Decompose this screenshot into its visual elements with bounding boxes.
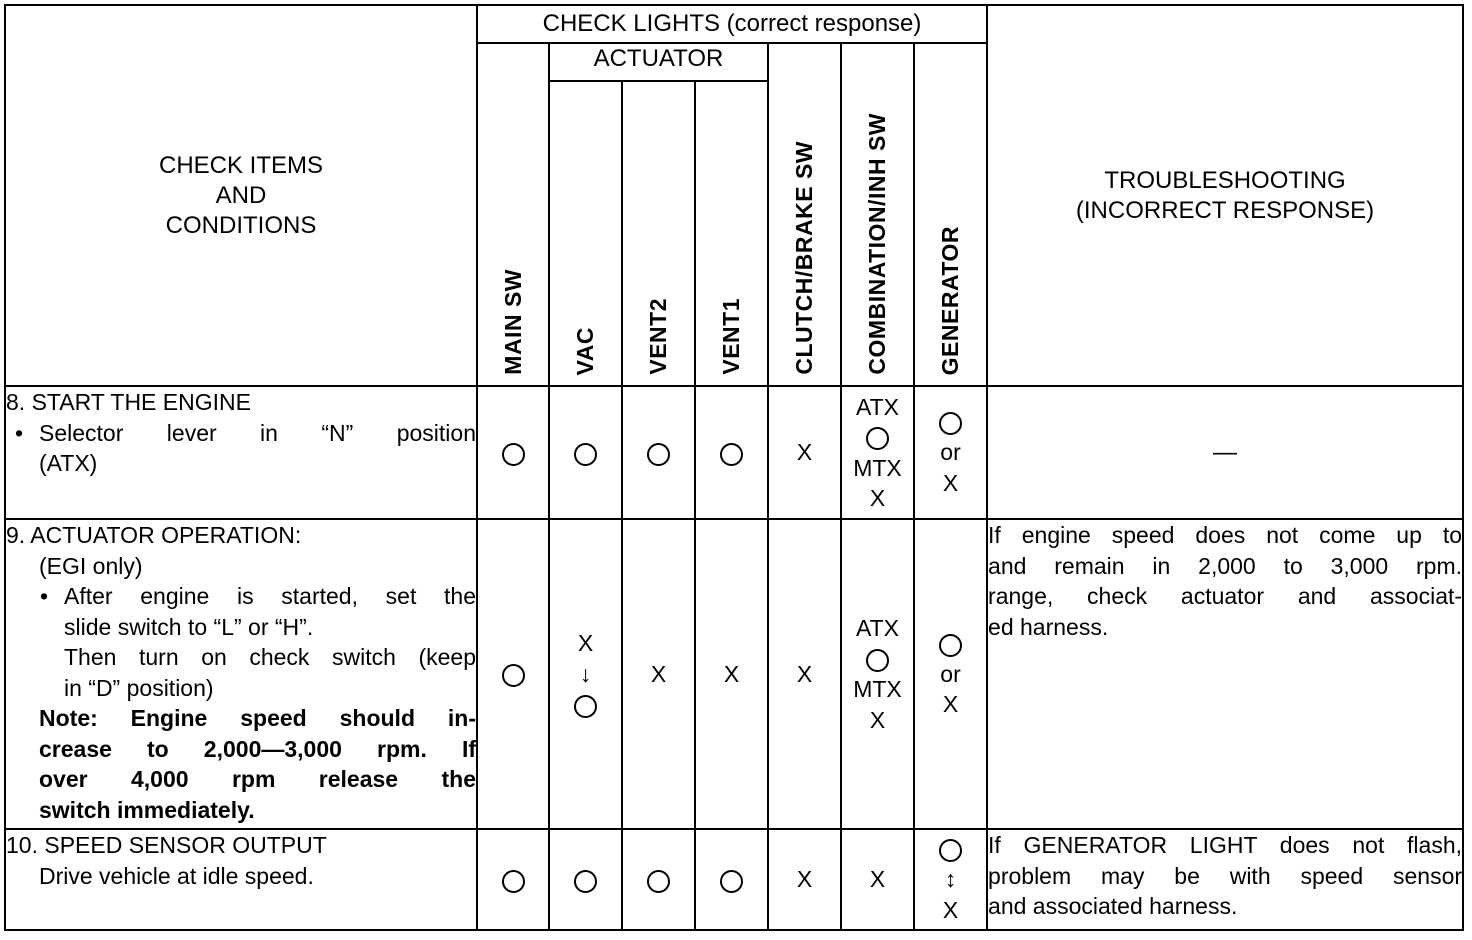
vac-label: VAC	[572, 326, 598, 375]
check-item-line: in “D” position)	[64, 674, 214, 701]
check-item-title: 10. SPEED SENSOR OUTPUT	[6, 832, 327, 858]
note-line: over 4,000 rpm release the	[39, 766, 476, 792]
table-row	[5, 386, 1463, 519]
mark-vent1	[695, 829, 768, 930]
circle-icon	[939, 634, 962, 657]
circle-icon	[574, 870, 597, 893]
trouble-line: range, check actuator and associat-	[988, 583, 1463, 609]
circle-icon	[502, 870, 525, 893]
circle-icon	[502, 443, 525, 466]
check-lights-header: CHECK LIGHTS (correct response)	[477, 5, 987, 43]
combination-inh-sw-header	[841, 43, 914, 386]
circle-icon-wrap	[915, 834, 986, 865]
trouble-line: ed harness.	[988, 613, 1109, 640]
check-items-header	[5, 5, 477, 386]
or-label: or	[940, 439, 961, 466]
arrow-down-icon: ↓	[579, 660, 592, 687]
trouble-cell: —	[987, 386, 1463, 519]
check-item-cell	[5, 829, 477, 930]
trouble-line: If GENERATOR LIGHT does not flash,	[988, 832, 1463, 858]
mark-vac	[549, 386, 622, 519]
mtx-label: MTX	[853, 676, 902, 702]
atx-label: ATX	[855, 615, 900, 641]
check-items-header-line-2: AND	[215, 181, 267, 209]
vent2-header	[622, 81, 695, 386]
x-mark: X	[577, 630, 594, 657]
note-line: Note: Engine speed should in-	[39, 705, 476, 731]
circle-icon	[502, 664, 525, 687]
vent1-header	[695, 81, 768, 386]
clutch-brake-sw-header	[768, 43, 841, 386]
arrow-up-down-icon: ↕	[944, 866, 957, 893]
mark-combination	[841, 386, 914, 519]
mark-vent2	[622, 386, 695, 519]
vent2-label: VENT2	[645, 298, 671, 375]
check-item-cell	[5, 386, 477, 519]
check-item-line: (ATX)	[39, 450, 98, 476]
mtx-label: MTX	[853, 454, 902, 481]
mark-clutch: X	[768, 829, 841, 930]
circle-icon	[866, 427, 889, 450]
mark-vac	[549, 829, 622, 930]
table-row	[5, 519, 1463, 829]
mark-main-sw	[477, 829, 549, 930]
bullet-icon: •	[15, 419, 24, 446]
vent1-label: VENT1	[718, 298, 744, 375]
circle-icon	[647, 870, 670, 893]
troubleshooting-header-line-1: TROUBLESHOOTING	[1104, 166, 1346, 194]
table-row	[5, 829, 1463, 930]
check-table	[4, 4, 1464, 931]
check-item-cell	[5, 519, 477, 829]
mark-combination: X	[841, 829, 914, 930]
mark-vent2: X	[622, 519, 695, 829]
bullet-icon: •	[40, 583, 49, 609]
check-item-line: slide switch to “L” or “H”.	[64, 613, 314, 640]
mark-main-sw	[477, 386, 549, 519]
mark-vent1: X	[695, 519, 768, 829]
mark-generator	[914, 519, 987, 829]
vac-header	[549, 81, 622, 386]
mark-vac	[549, 519, 622, 829]
circle-icon-wrap	[842, 644, 913, 675]
circle-icon	[720, 443, 743, 466]
x-mark: X	[942, 469, 959, 496]
circle-icon	[574, 443, 597, 466]
mark-clutch: X	[768, 386, 841, 519]
mark-clutch: X	[768, 519, 841, 829]
circle-icon-wrap	[915, 628, 986, 659]
check-item-line: Then turn on check switch (keep	[64, 644, 476, 670]
circle-icon-wrap	[842, 422, 913, 453]
check-table-sheet	[4, 4, 1462, 929]
combination-inh-sw-label: COMBINATION/INH SW	[864, 113, 890, 375]
circle-icon-wrap	[915, 407, 986, 438]
main-sw-header	[477, 43, 549, 386]
circle-icon	[647, 443, 670, 466]
trouble-cell	[987, 519, 1463, 829]
circle-icon	[939, 412, 962, 435]
circle-icon-wrap	[550, 689, 621, 720]
actuator-header: ACTUATOR	[549, 43, 768, 81]
mark-main-sw	[477, 519, 549, 829]
circle-icon	[939, 839, 962, 862]
trouble-cell	[987, 829, 1463, 930]
mark-vent2	[622, 829, 695, 930]
generator-header	[914, 43, 987, 386]
generator-label: GENERATOR	[937, 225, 964, 375]
note-line: switch immediately.	[39, 796, 255, 823]
x-mark: X	[869, 706, 886, 733]
mark-combination	[841, 519, 914, 829]
check-item-line: Drive vehicle at idle speed.	[39, 862, 314, 889]
mark-generator	[914, 829, 987, 930]
trouble-line: If engine speed does not come up to	[988, 522, 1463, 548]
or-label: or	[940, 660, 961, 687]
check-item-title: 9. ACTUATOR OPERATION:	[6, 522, 302, 548]
circle-icon	[720, 870, 743, 893]
clutch-brake-sw-label: CLUTCH/BRAKE SW	[791, 141, 817, 375]
check-item-line: • After engine is started, set the	[6, 581, 476, 612]
circle-icon	[574, 695, 597, 718]
main-sw-label: MAIN SW	[499, 269, 526, 375]
note-line: crease to 2,000—3,000 rpm. If	[39, 735, 476, 762]
mark-generator	[914, 386, 987, 519]
check-item-title: 8. START THE ENGINE	[6, 389, 251, 415]
mark-vent1	[695, 386, 768, 519]
trouble-line: problem may be with speed sensor	[988, 862, 1463, 889]
check-items-header-line-1: CHECK ITEMS	[158, 151, 323, 179]
atx-label: ATX	[855, 393, 900, 420]
check-items-header-line-3: CONDITIONS	[165, 211, 317, 239]
troubleshooting-header-line-2: (INCORRECT RESPONSE)	[1075, 196, 1375, 224]
troubleshooting-header	[987, 5, 1463, 386]
x-mark: X	[942, 691, 959, 718]
circle-icon	[866, 649, 889, 672]
trouble-line: and associated harness.	[988, 893, 1238, 919]
x-mark: X	[942, 896, 959, 923]
trouble-line: and remain in 2,000 to 3,000 rpm.	[988, 552, 1463, 579]
x-mark: X	[869, 485, 886, 511]
check-item-line: • Selector lever in “N” position	[6, 418, 476, 449]
check-item-line: (EGI only)	[39, 552, 143, 579]
